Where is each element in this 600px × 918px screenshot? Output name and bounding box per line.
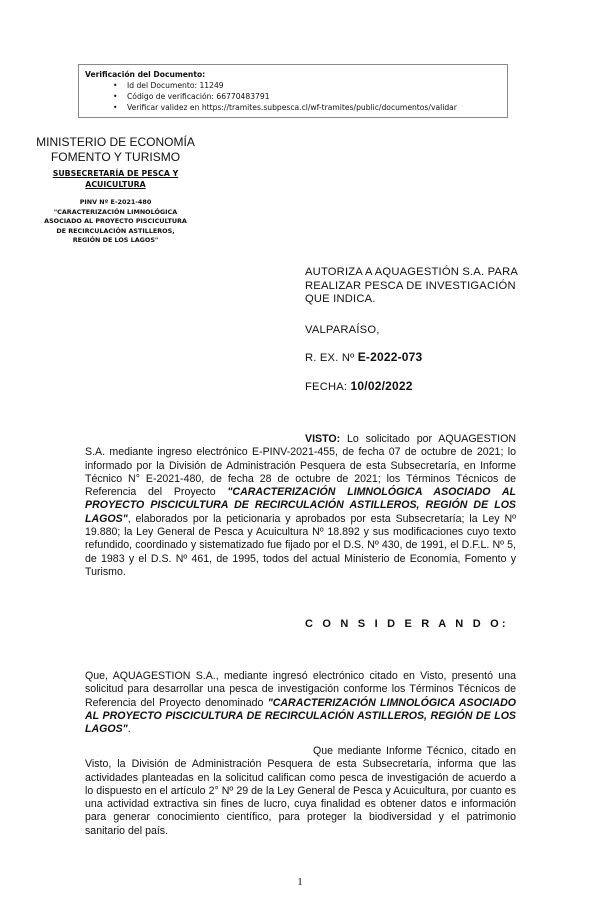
verification-title: Verificación del Documento: xyxy=(85,70,206,79)
fecha-value: 10/02/2022 xyxy=(350,379,413,393)
subsecretaria-header xyxy=(28,168,203,190)
pinv-line: REGIÓN DE LOS LAGOS" xyxy=(72,236,159,244)
rex-line xyxy=(305,351,535,366)
verification-item-id: • Id del Documento: 11249 xyxy=(127,80,501,91)
ministry-line-2: FOMENTO Y TURISMO xyxy=(50,150,181,164)
rex-number: E-2022-073 xyxy=(357,350,423,364)
verification-list xyxy=(85,80,501,113)
fecha-line xyxy=(305,380,535,395)
considerando-heading: C O N S I D E R A N D O: xyxy=(305,618,509,630)
visto-label: VISTO: xyxy=(305,433,341,445)
consid-p1-project-title: "CARACTERIZACIÓN LIMNOLÓGICA ASOCIADO AL PROYECTO PISCICULTURA DE RECIRCULACIÓN ASTILLEROS, REGIÓN DE LOS LAGOS" xyxy=(85,696,516,736)
pinv-line: PINV Nº E-2021-480 xyxy=(79,198,152,206)
pinv-line: DE RECIRCULACIÓN ASTILLEROS, xyxy=(56,226,175,235)
visto-text-b: , elaborados por la peticionaria y aprobados por esta Subsecretaría; la Ley Nº 19.880; la Ley General de Pesca y Acuicultura Nº 18.892 y sus modificaciones cuyo texto refundido, coordinado y sistematizado fue fijado por el D.S. Nº 430, de 1991, el D.F.L. Nº 5, de 1983 y el D.S. Nº 461, de 1995, todos del actual Ministerio de Economía, Fomento y Turismo. xyxy=(85,512,516,578)
pinv-line: ASOCIADO AL PROYECTO PISCICULTURA xyxy=(44,217,187,225)
considerando-paragraph-2: Que mediante Informe Técnico, citado en Visto, la División de Administración Pesquera de esta Subsecretaría, informa que las actividades planteadas en la solicitud califican como pesca de investigación de acuerdo a lo dispuesto en el artículo 2° Nº 29 de la Ley General de Pesca y Acuicultura, por cuanto es una actividad extractiva sin fines de lucro, cuya finalidad es obtener datos e información para generar conocimiento científico, para proteger la biodiversidad y el patrimonio sanitario del país. xyxy=(85,745,516,837)
consid-p1-text-b: . xyxy=(127,723,131,736)
place-line: VALPARAÍSO, xyxy=(305,324,380,336)
subsecretaria-line-1: SUBSECRETARÍA DE PESCA Y xyxy=(52,169,179,178)
rex-label: R. EX. Nº xyxy=(305,352,355,364)
visto-text-a: Lo solicitado por AQUAGESTION S.A. mediante ingreso electrónico E-PINV-2021-455, de fecha 07 de octubre de 2021; lo informado por la División de Administración Pesquera de esta Subsecretaría, en Informe Técnico N° E-2021-480, de fecha 28 de octubre de 2021; los Términos Técnicos de Referencia del Proyecto xyxy=(85,433,516,499)
visto-paragraph xyxy=(85,433,516,579)
consid-p1-text-a: Que, AQUAGESTION S.A., mediante ingresó electrónico citado en Visto, presentó una solicitud para desarrollar una pesca de investigación conforme los Términos Técnicos de Referencia del Proyecto denominado xyxy=(85,670,516,709)
verification-box xyxy=(78,64,508,118)
resolution-summary xyxy=(305,266,535,307)
visto-project-title: "CARACTERIZACIÓN LIMNOLÓGICA ASOCIADO AL PROYECTO PISCICULTURA DE RECIRCULACIÓN ASTILLEROS, REGIÓN DE LOS LAGOS" xyxy=(85,486,516,525)
page-number: 1 xyxy=(297,876,303,888)
considerando-paragraph-1 xyxy=(85,670,516,736)
ministry-header xyxy=(28,135,203,165)
ministry-line-1: MINISTERIO DE ECONOMÍA xyxy=(36,135,195,149)
fecha-label: FECHA: xyxy=(305,381,348,393)
subsecretaria-line-2: ACUICULTURA xyxy=(85,180,146,189)
verification-item-url[interactable]: • Verificar validez en https://tramites.subpesca.cl/wf-tramites/public/documentos/validar xyxy=(127,102,501,113)
pinv-line: "CARACTERIZACIÓN LIMNOLÓGICA xyxy=(53,207,178,216)
pinv-reference xyxy=(28,198,203,246)
summary-line: REALIZAR PESCA DE INVESTIGACIÓN xyxy=(305,279,516,292)
summary-line: QUE INDICA. xyxy=(305,293,376,305)
summary-line: AUTORIZA A AQUAGESTIÓN S.A. PARA xyxy=(305,266,519,278)
verification-item-code: • Código de verificación: 66770483791 xyxy=(127,91,501,102)
